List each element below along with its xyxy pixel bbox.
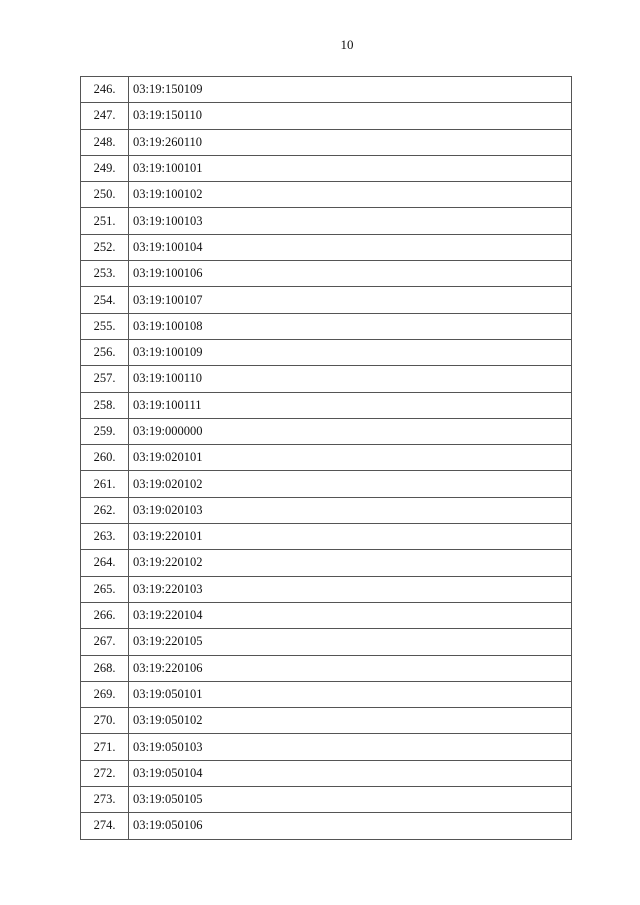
table-row	[81, 366, 572, 392]
row-number-cell: 261.	[81, 471, 129, 497]
table-row	[81, 708, 572, 734]
table-row	[81, 129, 572, 155]
row-number-cell: 254.	[81, 287, 129, 313]
table-row	[81, 602, 572, 628]
row-number-cell: 255.	[81, 313, 129, 339]
code-cell: 03:19:100104	[129, 234, 572, 260]
code-cell: 03:19:100106	[129, 261, 572, 287]
code-cell: 03:19:220106	[129, 655, 572, 681]
row-number-cell: 264.	[81, 550, 129, 576]
table-row	[81, 629, 572, 655]
table-row	[81, 261, 572, 287]
row-number-cell: 260.	[81, 445, 129, 471]
records-table-body	[81, 77, 572, 840]
table-row	[81, 524, 572, 550]
row-number-cell: 248.	[81, 129, 129, 155]
row-number-cell: 269.	[81, 681, 129, 707]
code-cell: 03:19:100109	[129, 339, 572, 365]
table-row	[81, 471, 572, 497]
row-number-cell: 262.	[81, 497, 129, 523]
row-number-cell: 247.	[81, 103, 129, 129]
table-row	[81, 655, 572, 681]
table-row	[81, 103, 572, 129]
row-number-cell: 252.	[81, 234, 129, 260]
table-row	[81, 208, 572, 234]
row-number-cell: 268.	[81, 655, 129, 681]
row-number-cell: 251.	[81, 208, 129, 234]
table-row	[81, 445, 572, 471]
code-cell: 03:19:220104	[129, 602, 572, 628]
code-cell: 03:19:150110	[129, 103, 572, 129]
code-cell: 03:19:000000	[129, 418, 572, 444]
code-cell: 03:19:100103	[129, 208, 572, 234]
code-cell: 03:19:020102	[129, 471, 572, 497]
row-number-cell: 259.	[81, 418, 129, 444]
row-number-cell: 272.	[81, 760, 129, 786]
code-cell: 03:19:100101	[129, 155, 572, 181]
table-row	[81, 787, 572, 813]
row-number-cell: 274.	[81, 813, 129, 839]
row-number-cell: 271.	[81, 734, 129, 760]
code-cell: 03:19:220101	[129, 524, 572, 550]
row-number-cell: 250.	[81, 182, 129, 208]
table-row	[81, 550, 572, 576]
code-cell: 03:19:020101	[129, 445, 572, 471]
row-number-cell: 266.	[81, 602, 129, 628]
table-row	[81, 155, 572, 181]
row-number-cell: 267.	[81, 629, 129, 655]
table-row	[81, 234, 572, 260]
table-row	[81, 681, 572, 707]
table-row	[81, 287, 572, 313]
code-cell: 03:19:050105	[129, 787, 572, 813]
code-cell: 03:19:050106	[129, 813, 572, 839]
page-number: 10	[340, 37, 354, 52]
code-cell: 03:19:100108	[129, 313, 572, 339]
table-row	[81, 813, 572, 839]
table-row	[81, 339, 572, 365]
code-cell: 03:19:100111	[129, 392, 572, 418]
code-cell: 03:19:100107	[129, 287, 572, 313]
code-cell: 03:19:100110	[129, 366, 572, 392]
row-number-cell: 253.	[81, 261, 129, 287]
code-cell: 03:19:050103	[129, 734, 572, 760]
row-number-cell: 265.	[81, 576, 129, 602]
code-cell: 03:19:020103	[129, 497, 572, 523]
row-number-cell: 257.	[81, 366, 129, 392]
table-row	[81, 760, 572, 786]
table-row	[81, 497, 572, 523]
code-cell: 03:19:220105	[129, 629, 572, 655]
code-cell: 03:19:050104	[129, 760, 572, 786]
code-cell: 03:19:220102	[129, 550, 572, 576]
table-row	[81, 392, 572, 418]
code-cell: 03:19:050101	[129, 681, 572, 707]
row-number-cell: 249.	[81, 155, 129, 181]
code-cell: 03:19:260110	[129, 129, 572, 155]
row-number-cell: 270.	[81, 708, 129, 734]
row-number-cell: 258.	[81, 392, 129, 418]
table-row	[81, 734, 572, 760]
code-cell: 03:19:100102	[129, 182, 572, 208]
row-number-cell: 246.	[81, 77, 129, 103]
records-table	[80, 76, 572, 840]
row-number-cell: 256.	[81, 339, 129, 365]
code-cell: 03:19:150109	[129, 77, 572, 103]
row-number-cell: 263.	[81, 524, 129, 550]
table-row	[81, 313, 572, 339]
code-cell: 03:19:220103	[129, 576, 572, 602]
table-row	[81, 182, 572, 208]
table-row	[81, 77, 572, 103]
code-cell: 03:19:050102	[129, 708, 572, 734]
table-row	[81, 576, 572, 602]
row-number-cell: 273.	[81, 787, 129, 813]
table-row	[81, 418, 572, 444]
